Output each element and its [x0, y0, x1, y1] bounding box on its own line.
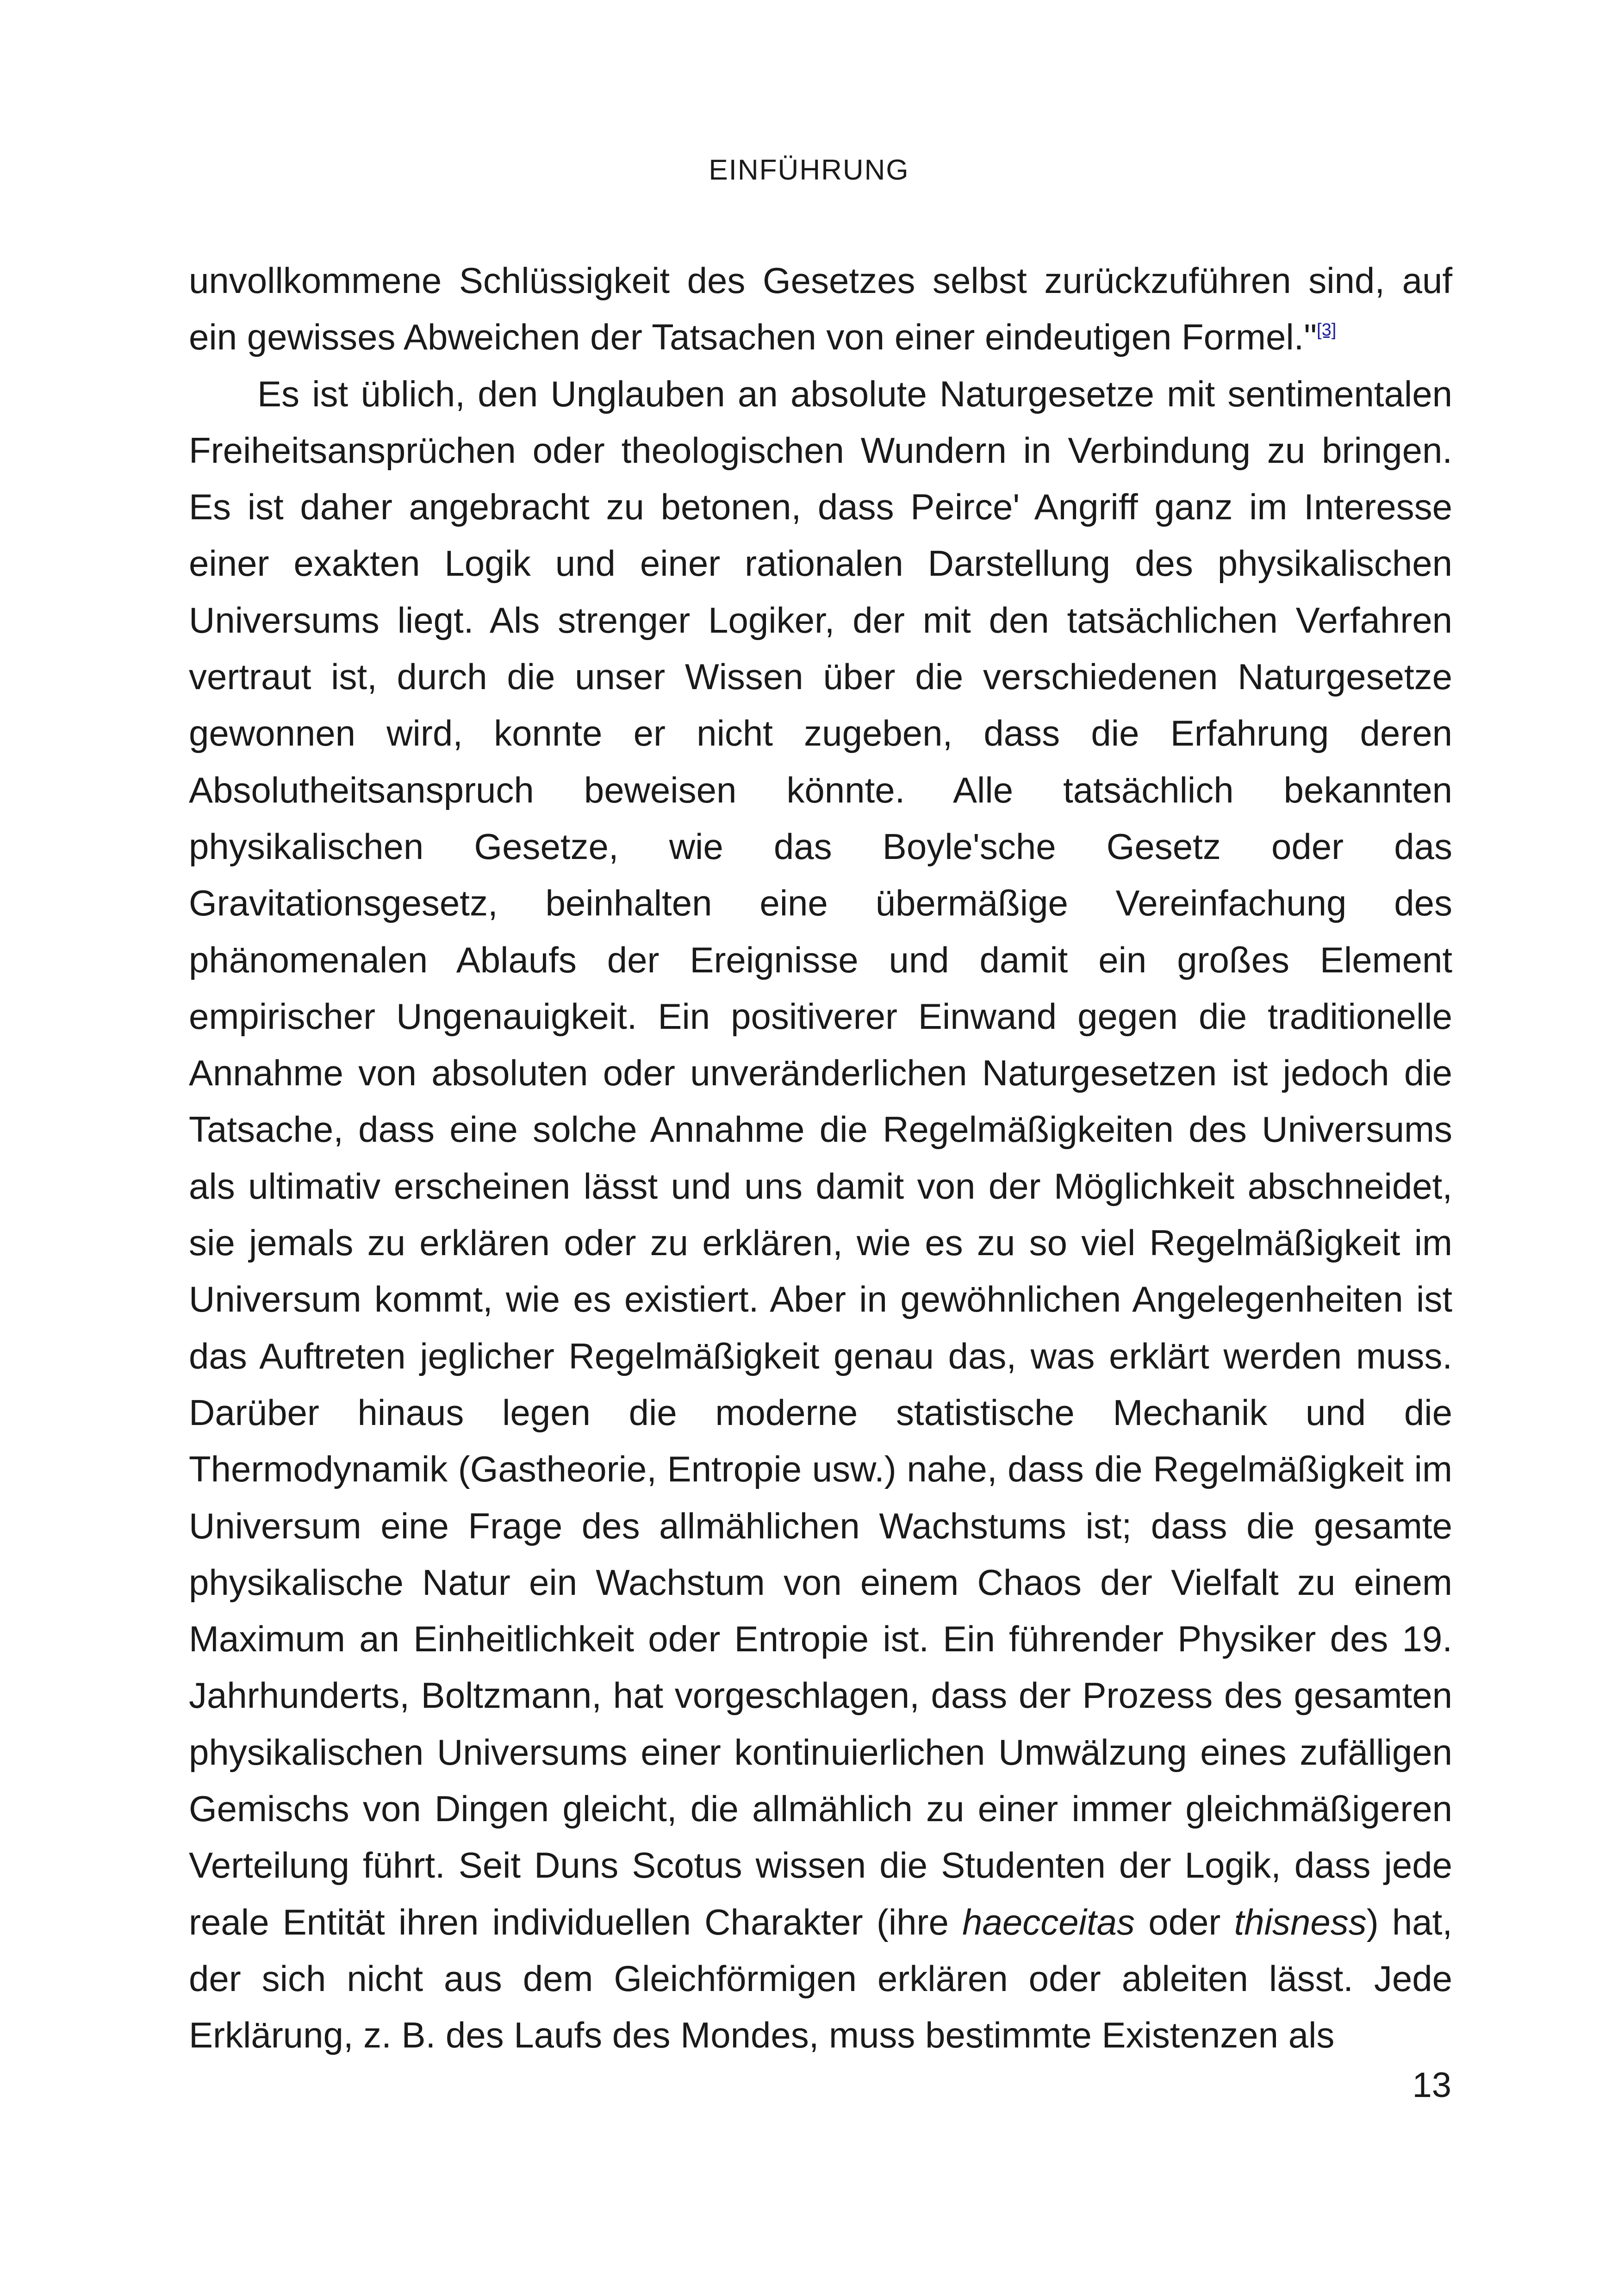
paragraph-text: Es ist üblich, den Unglauben an absolute Naturgesetze mit sentimentalen Freiheitsansprüchen oder theologischen Wundern in Verbindung zu bringen. Es ist daher angebracht zu betonen, dass Peirce' Angriff ganz im Interesse einer exakten Logik und einer rationalen Darstellung des physikalischen Universums liegt. Als strenger Logiker, der mit den tatsächlichen Verfahren vertraut ist, durch die unser Wissen über die verschiedenen Naturgesetze gewonnen wird, konnte er nicht zugeben, dass die Erfahrung deren Absolutheitsanspruch beweisen könnte. Alle tatsächlich bekannten physikalischen Gesetze, wie das Boyle'sche Gesetz oder das Gravitationsgesetz, beinhalten eine übermäßige Vereinfachung des phänomenalen Ablaufs der Ereignisse und damit ein großes Element empirischer Ungenauigkeit. Ein positiverer Einwand gegen die traditionelle Annahme von absoluten oder unveränderlichen Naturgesetzen ist jedoch die Tatsache, dass eine solche Annahme die Regelmäßigkeiten des Universums als ultimativ erscheinen lässt und uns damit von der Möglichkeit abschneidet, sie jemals zu erklären oder zu erklären, wie es zu so viel Regelmäßigkeit im Universum kommt, wie es existiert. Aber in gewöhnlichen Angelegenheiten ist das Auftreten jeglicher Regelmäßigkeit genau das, was erklärt werden muss. Darüber hinaus legen die moderne statistische Mechanik und die Thermodynamik (Gastheorie, Entropie usw.) nahe, dass die Regelmäßigkeit im Universum eine Frage des allmählichen Wachstums ist; dass die gesamte physikalische Natur ein Wachstum von einem Chaos der Vielfalt zu einem Maximum an Einheitlichkeit oder Entropie ist. Ein führender Physiker des 19. Jahrhunderts, Boltzmann, hat vorgeschlagen, dass der Prozess des gesamten physikalischen Universums einer kontinuierlichen Umwälzung eines zufälligen Gemischs von Dingen gleicht, die allmählich zu einer immer gleichmäßigeren Verteilung führt. Seit Duns Scotus wissen die Studenten der Logik, dass jede reale Entität ihren individuellen Charakter (ihre — [189, 373, 1452, 1942]
paragraph-continuation — [189, 252, 1452, 366]
italic-term-thisness: thisness — [1234, 1901, 1367, 1942]
paragraph-text: ) hat, der sich nicht aus dem Gleichförmigen erklären oder ableiten lässt. Jede Erklärung, z. B. des Laufs des Mondes, muss bestimmte Existenzen als — [189, 1901, 1452, 2056]
page-number: 13 — [1412, 2066, 1451, 2105]
running-header: EINFÜHRUNG — [709, 154, 909, 186]
paragraph-text: unvollkommene Schlüssigkeit des Gesetzes selbst zurückzuführen sind, auf ein gewisses Abweichen der Tatsachen von einer eindeutigen Formel." — [189, 260, 1452, 358]
paragraph — [189, 366, 1452, 2064]
paragraph-text: oder — [1135, 1901, 1234, 1942]
footnote-reference-link[interactable]: [3] — [1317, 320, 1337, 340]
body-text — [189, 252, 1452, 2064]
italic-term-haecceitas: haecceitas — [962, 1901, 1135, 1942]
